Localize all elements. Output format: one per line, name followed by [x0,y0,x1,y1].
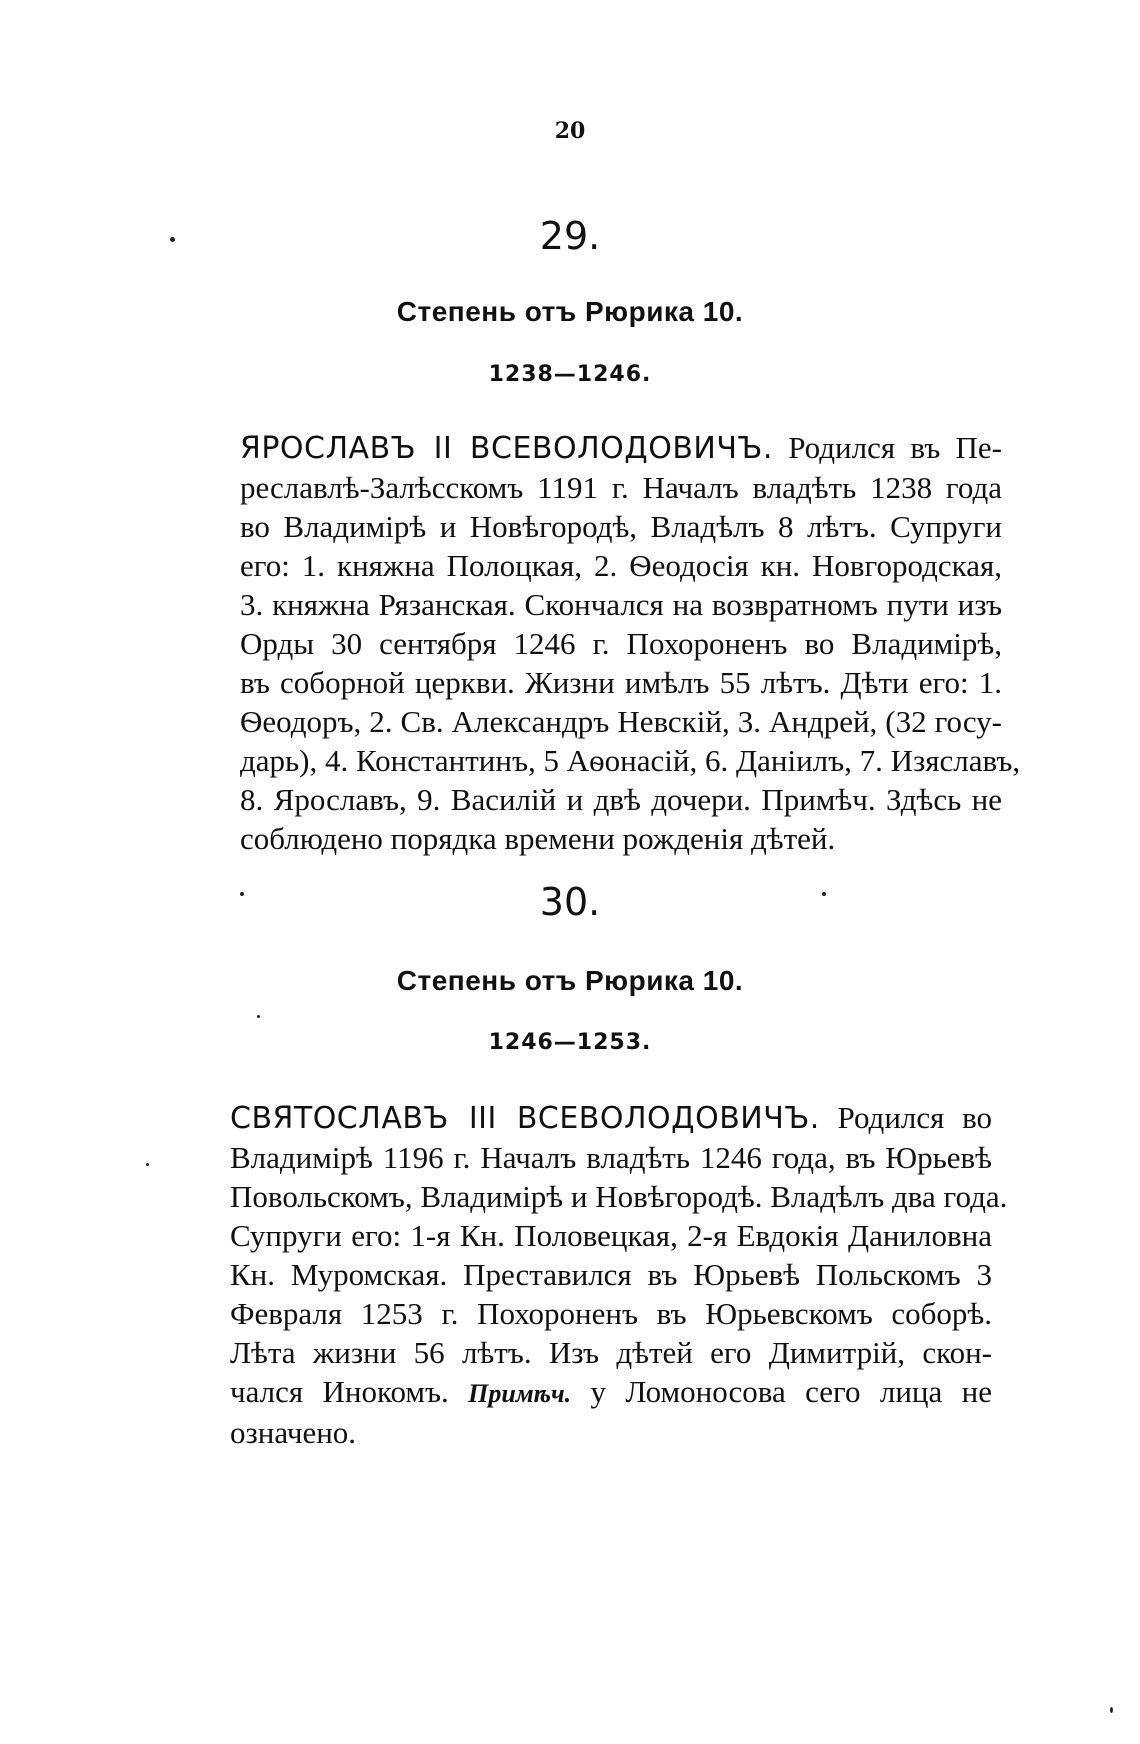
text-line: Орды 30 сентября 1246 г. Похороненъ во Владимірѣ, [240,626,1002,661]
reign-years: 1238—1246. [488,362,652,387]
scan-speck [257,1015,260,1018]
text-line: 3. княжна Рязанская. Скончался на возвратномъ пути изъ [240,587,1002,622]
text-line: соблюдено порядка времени рожденія дѣтей. [240,821,836,856]
ruler-name: ЯРОСЛАВЪ II ВСЕВОЛОДОВИЧЪ. [240,431,773,466]
text-line: реславлѣ-Залѣсскомъ 1191 г. Началъ владѣть 1238 года [240,470,1002,505]
text-line: ЯРОСЛАВЪ II ВСЕВОЛОДОВИЧЪ. Родился въ Пе- [240,430,1002,466]
entry-number: 30. [539,880,601,924]
ruler-name: СВЯТОСЛАВЪ III ВСЕВОЛОДОВИЧЪ. [230,1101,820,1136]
text-line: чался Инокомъ. Примѣч. у Ломоносова сего лица не [230,1374,992,1409]
text-line: Ѳеодоръ, 2. Св. Александръ Невскій, 3. Андрей, (32 госу- [240,704,1002,739]
text-line: Владимірѣ 1196 г. Началъ владѣть 1246 года, въ Юрьевѣ [230,1140,992,1175]
entry-text [230,1098,1008,1452]
text-line: Супруги его: 1-я Кн. Половецкая, 2-я Евдокія Даниловна [230,1218,992,1253]
entry-number: 29. [539,214,601,258]
text-line: Лѣта жизни 56 лѣтъ. Изъ дѣтей его Димитрій, скон- [230,1335,992,1370]
reign-years: 1246—1253. [488,1030,652,1055]
scan-speck [1110,1707,1113,1713]
scan-speck [146,1163,149,1166]
note-label: Примѣч. [468,1379,572,1408]
text-line: его: 1. княжна Полоцкая, 2. Ѳеодосія кн. Новгородская, [240,548,1002,583]
degree-heading: Степень отъ Рюрика 10. [396,965,744,996]
text-line: Кн. Муромская. Преставился въ Юрьевѣ Польскомъ 3 [230,1257,992,1292]
text-line: Повольскомъ, Владимірѣ и Новѣгородѣ. Владѣлъ два года. [230,1179,1008,1214]
degree-heading: Степень отъ Рюрика 10. [396,296,744,327]
text-line: означено. [230,1415,357,1450]
page-number: 20 [554,118,586,144]
text-line: 8. Ярославъ, 9. Василій и двѣ дочери. Примѣч. Здѣсь не [240,782,1002,817]
entry-text [240,428,1021,858]
scan-speck [822,892,826,896]
text-line: въ соборной церкви. Жизни имѣлъ 55 лѣтъ. Дѣти его: 1. [240,665,1002,700]
text-line: дарь), 4. Константинъ, 5 Аѳонасій, 6. Даніилъ, 7. Изяславъ, [240,743,1021,778]
scan-speck [240,892,244,896]
text-line: СВЯТОСЛАВЪ III ВСЕВОЛОДОВИЧЪ. Родился во [230,1100,992,1136]
text-line: во Владимірѣ и Новѣгородѣ, Владѣлъ 8 лѣтъ. Супруги [240,509,1002,544]
text-line: Февраля 1253 г. Похороненъ въ Юрьевскомъ соборѣ. [230,1296,992,1331]
scan-speck [170,237,175,242]
